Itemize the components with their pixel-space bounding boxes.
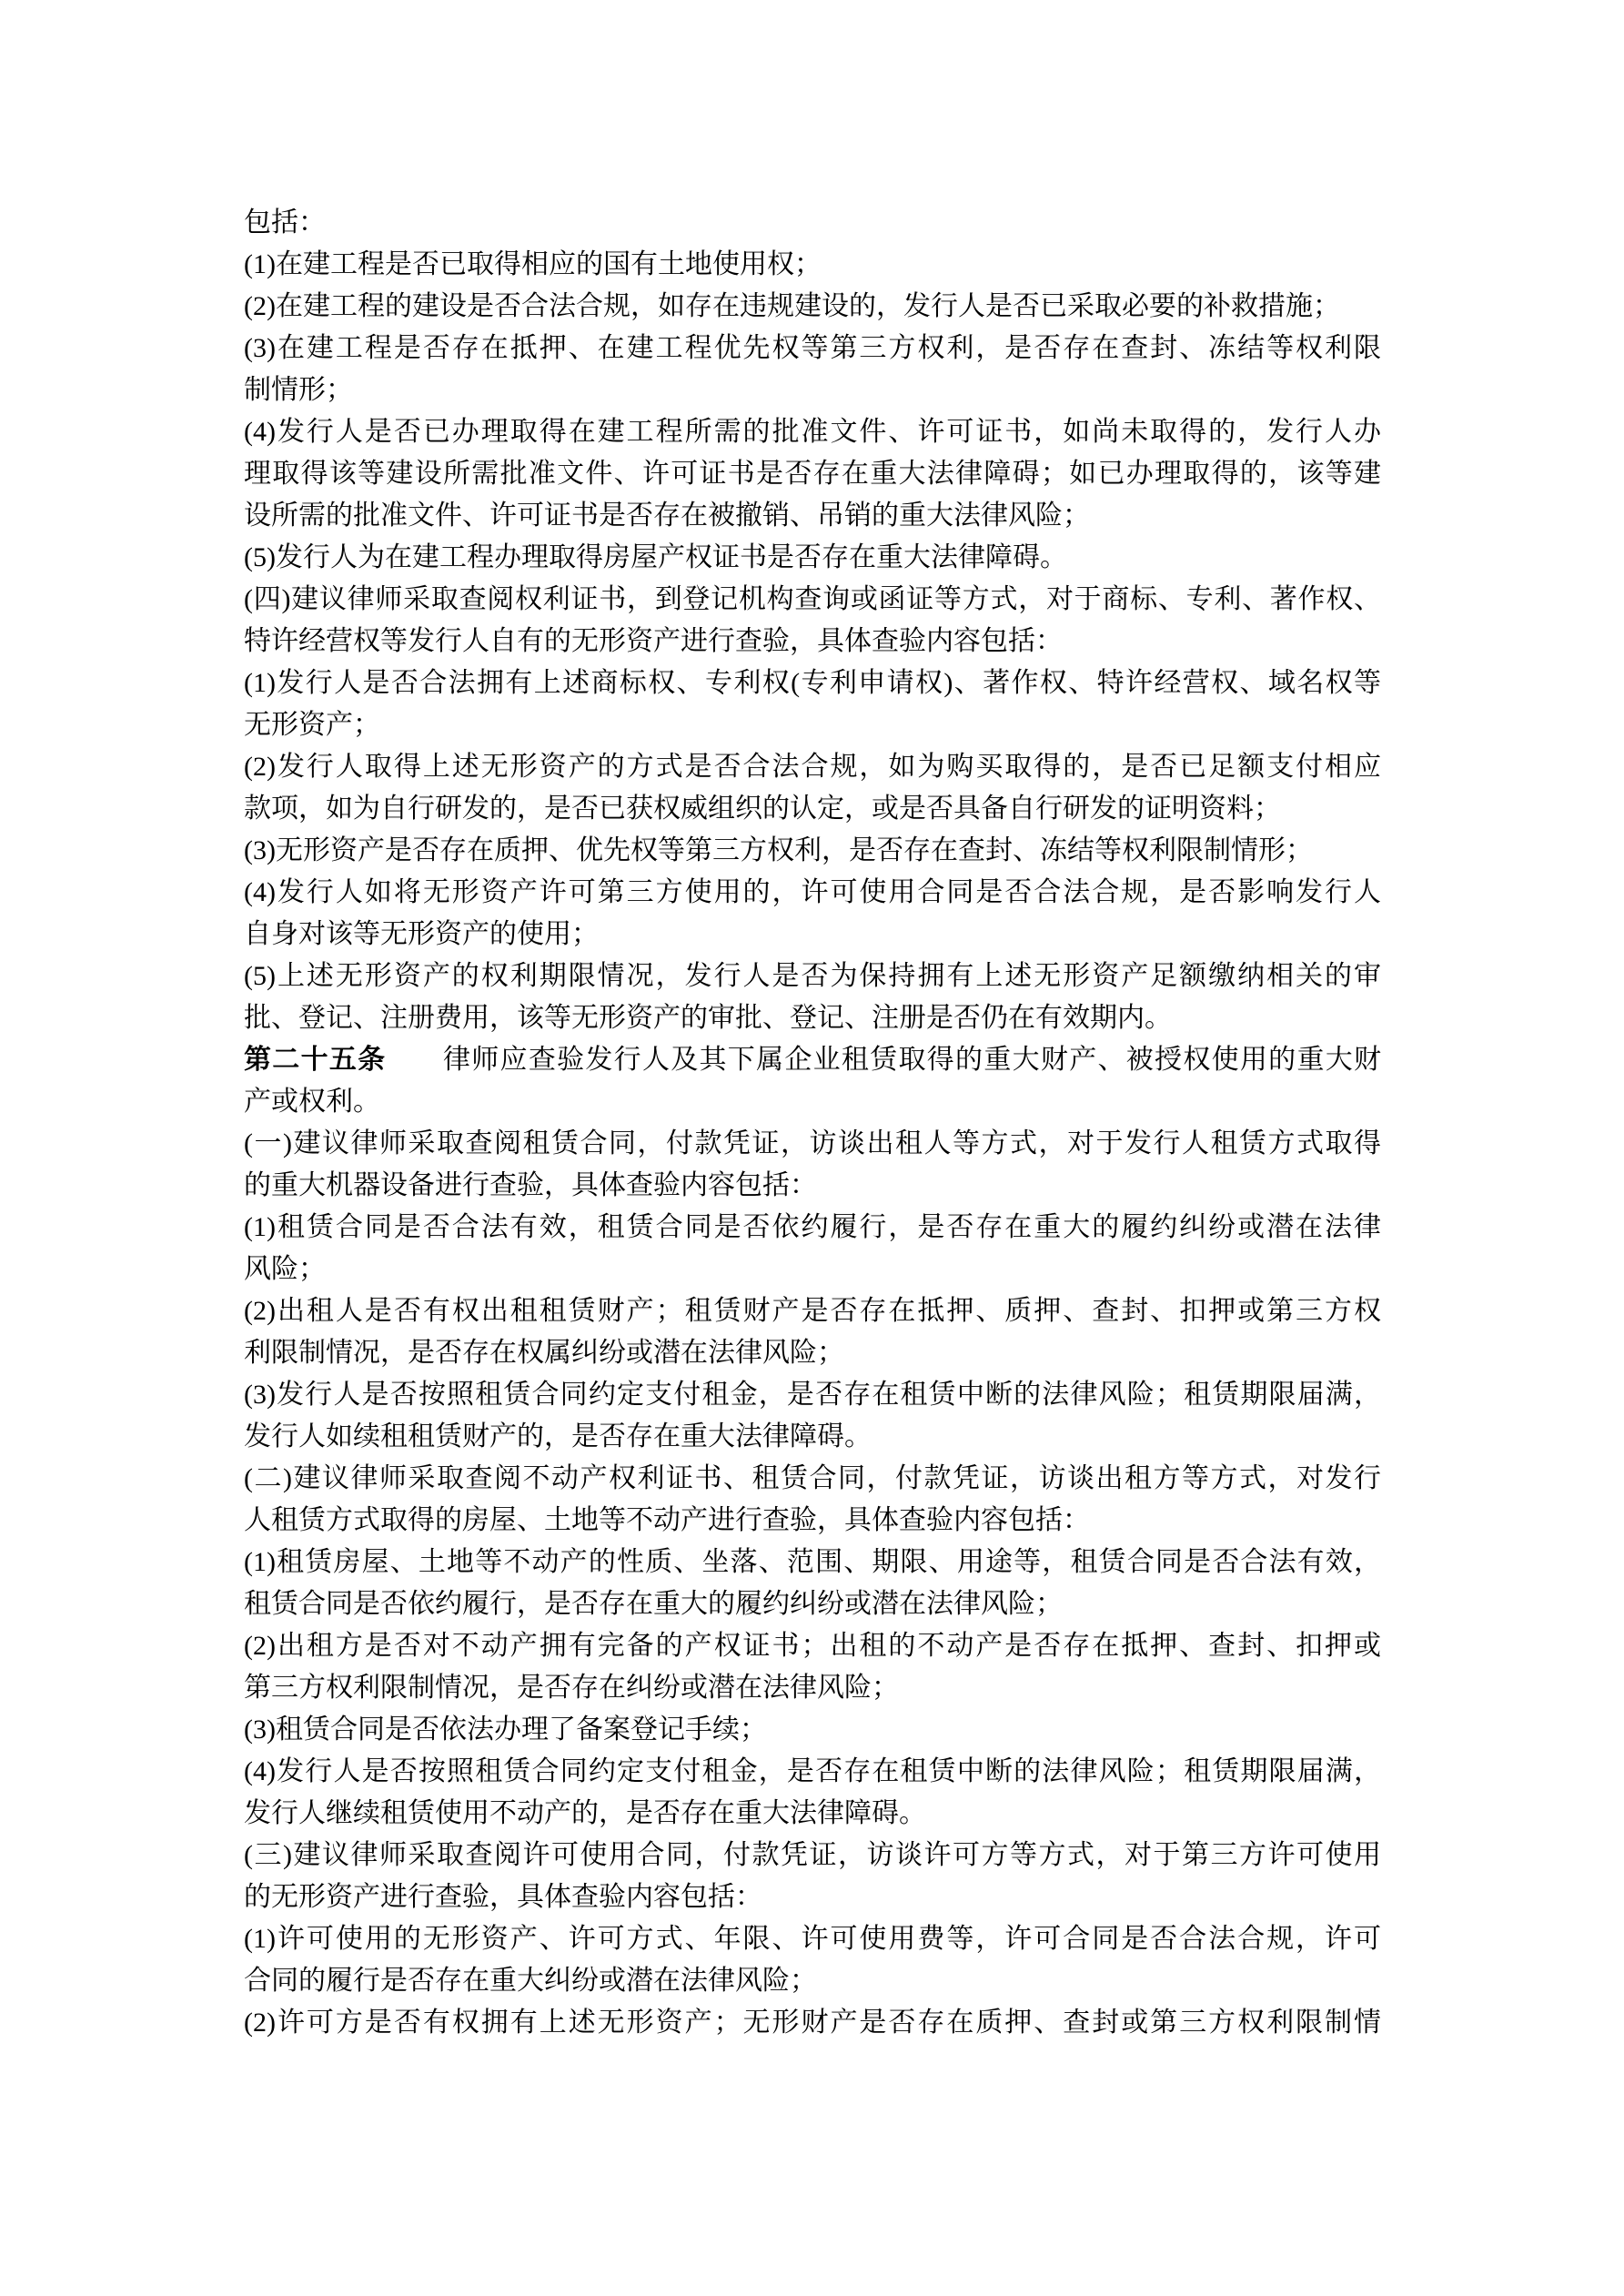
text-run: 批、登记、注册费用，该等无形资产的审批、登记、注册是否仍在有效期内。 bbox=[244, 1003, 1172, 1033]
text-line bbox=[244, 1500, 1381, 1542]
text-run: (1)租赁房屋、土地等不动产的性质、坐落、范围、期限、用途等，租赁合同是否合法有效， bbox=[244, 1547, 1381, 1577]
text-run: (2)在建工程的建设是否合法合规，如存在违规建设的，发行人是否已采取必要的补救措施； bbox=[244, 291, 1340, 321]
text-line bbox=[244, 1583, 1381, 1625]
text-line bbox=[244, 1332, 1381, 1374]
text-run: (3)发行人是否按照租赁合同约定支付租金，是否存在租赁中断的法律风险；租赁期限届满， bbox=[244, 1380, 1381, 1410]
text-line bbox=[244, 1793, 1381, 1835]
text-line bbox=[244, 1751, 1381, 1793]
text-run: 的重大机器设备进行查验，具体查验内容包括： bbox=[244, 1170, 817, 1200]
text-line bbox=[244, 872, 1381, 914]
text-run: 租赁合同是否依约履行，是否存在重大的履约纠纷或潜在法律风险； bbox=[244, 1589, 1063, 1619]
text-run: (1)在建工程是否已取得相应的国有土地使用权； bbox=[244, 249, 822, 279]
text-run: 自身对该等无形资产的使用； bbox=[244, 919, 599, 949]
text-line bbox=[244, 1249, 1381, 1290]
text-line bbox=[244, 1625, 1381, 1667]
text-run: 律师应查验发行人及其下属企业租赁取得的重大财产、被授权使用的重大财 bbox=[386, 1045, 1382, 1075]
text-line bbox=[244, 2002, 1381, 2044]
text-line bbox=[244, 621, 1381, 663]
text-run: (2)发行人取得上述无形资产的方式是否合法合规，如为购买取得的，是否已足额支付相应 bbox=[244, 752, 1381, 782]
text-run: (5)上述无形资产的权利期限情况，发行人是否为保持拥有上述无形资产足额缴纳相关的审 bbox=[244, 961, 1381, 991]
text-run: (3)无形资产是否存在质押、优先权等第三方权利，是否存在查封、冻结等权利限制情形； bbox=[244, 835, 1313, 865]
text-run: (四)建议律师采取查阅权利证书，到登记机构查询或函证等方式，对于商标、专利、著作权、 bbox=[244, 584, 1381, 614]
text-run: 利限制情况，是否存在权属纠纷或潜在法律风险； bbox=[244, 1338, 844, 1368]
text-line bbox=[244, 1416, 1381, 1458]
text-line bbox=[244, 1960, 1381, 2002]
text-line bbox=[244, 1835, 1381, 1876]
text-run: (1)租赁合同是否合法有效，租赁合同是否依约履行，是否存在重大的履约纠纷或潜在法律 bbox=[244, 1212, 1381, 1242]
text-line bbox=[244, 830, 1381, 872]
text-run: 无形资产； bbox=[244, 710, 380, 740]
text-run: (1)许可使用的无形资产、许可方式、年限、许可使用费等，许可合同是否合法合规，许可 bbox=[244, 1924, 1381, 1954]
text-line bbox=[244, 1290, 1381, 1332]
text-line bbox=[244, 1667, 1381, 1709]
text-line bbox=[244, 537, 1381, 579]
text-run: (一)建议律师采取查阅租赁合同，付款凭证，访谈出租人等方式，对于发行人租赁方式取得 bbox=[244, 1128, 1381, 1158]
text-run: 制情形； bbox=[244, 375, 353, 405]
text-line bbox=[244, 1374, 1381, 1416]
text-run: 发行人继续租赁使用不动产的，是否存在重大法律障碍。 bbox=[244, 1798, 926, 1828]
text-run: (4)发行人是否按照租赁合同约定支付租金，是否存在租赁中断的法律风险；租赁期限届满， bbox=[244, 1756, 1381, 1786]
text-run: 特许经营权等发行人自有的无形资产进行查验，具体查验内容包括： bbox=[244, 626, 1063, 656]
text-line bbox=[244, 1542, 1381, 1583]
text-run: 第三方权利限制情况，是否存在纠纷或潜在法律风险； bbox=[244, 1673, 899, 1703]
text-line bbox=[244, 453, 1381, 495]
text-line bbox=[244, 1709, 1381, 1751]
text-run: 理取得该等建设所需批准文件、许可证书是否存在重大法律障碍；如已办理取得的，该等建 bbox=[244, 459, 1381, 489]
document-text bbox=[244, 202, 1381, 2044]
text-run: (二)建议律师采取查阅不动产权利证书、租赁合同，付款凭证，访谈出租方等方式，对发行 bbox=[244, 1463, 1381, 1493]
text-line bbox=[244, 997, 1381, 1039]
text-run: (4)发行人是否已办理取得在建工程所需的批准文件、许可证书，如尚未取得的，发行人办 bbox=[244, 417, 1381, 447]
text-line bbox=[244, 1165, 1381, 1207]
text-line bbox=[244, 1918, 1381, 1960]
text-line bbox=[244, 1081, 1381, 1123]
text-run: 人租赁方式取得的房屋、土地等不动产进行查验，具体查验内容包括： bbox=[244, 1505, 1090, 1535]
text-run: (三)建议律师采取查阅许可使用合同，付款凭证，访谈许可方等方式，对于第三方许可使用 bbox=[244, 1840, 1381, 1870]
text-line bbox=[244, 1876, 1381, 1918]
text-run: 设所需的批准文件、许可证书是否存在被撤销、吊销的重大法律风险； bbox=[244, 501, 1090, 531]
text-run: 发行人如续租租赁财产的，是否存在重大法律障碍。 bbox=[244, 1421, 872, 1451]
text-line bbox=[244, 495, 1381, 537]
text-line bbox=[244, 1039, 1381, 1081]
text-line bbox=[244, 1123, 1381, 1165]
text-run: (2)出租人是否有权出租租赁财产；租赁财产是否存在抵押、质押、查封、扣押或第三方权 bbox=[244, 1296, 1381, 1326]
text-run: (1)发行人是否合法拥有上述商标权、专利权(专利申请权)、著作权、特许经营权、域名权等 bbox=[244, 668, 1381, 698]
text-run: 的无形资产进行查验，具体查验内容包括： bbox=[244, 1882, 762, 1912]
text-run: 风险； bbox=[244, 1254, 326, 1284]
text-line bbox=[244, 746, 1381, 788]
text-line bbox=[244, 244, 1381, 286]
text-run: (3)租赁合同是否依法办理了备案登记手续； bbox=[244, 1714, 767, 1745]
text-run: (4)发行人如将无形资产许可第三方使用的，许可使用合同是否合法合规，是否影响发行人 bbox=[244, 877, 1381, 907]
text-line bbox=[244, 369, 1381, 411]
text-run: 款项，如为自行研发的，是否已获权威组织的认定，或是否具备自行研发的证明资料； bbox=[244, 794, 1281, 824]
text-line bbox=[244, 788, 1381, 830]
text-line bbox=[244, 1207, 1381, 1249]
text-line bbox=[244, 579, 1381, 621]
text-run: (2)许可方是否有权拥有上述无形资产；无形财产是否存在质押、查封或第三方权利限制情 bbox=[244, 2008, 1381, 2038]
text-line bbox=[244, 914, 1381, 956]
text-run: 产或权利。 bbox=[244, 1087, 380, 1117]
text-line bbox=[244, 202, 1381, 244]
text-line bbox=[244, 704, 1381, 746]
text-run: (3)在建工程是否存在抵押、在建工程优先权等第三方权利，是否存在查封、冻结等权利限 bbox=[244, 333, 1381, 363]
text-run: (2)出租方是否对不动产拥有完备的产权证书；出租的不动产是否存在抵押、查封、扣押或 bbox=[244, 1631, 1381, 1661]
text-line bbox=[244, 328, 1381, 369]
text-line bbox=[244, 663, 1381, 704]
text-run: (5)发行人为在建工程办理取得房屋产权证书是否存在重大法律障碍。 bbox=[244, 542, 1067, 572]
text-line bbox=[244, 956, 1381, 997]
article-number-heading: 第二十五条 bbox=[244, 1045, 387, 1075]
text-line bbox=[244, 1458, 1381, 1500]
text-line bbox=[244, 411, 1381, 453]
text-run: 合同的履行是否存在重大纠纷或潜在法律风险； bbox=[244, 1966, 817, 1996]
text-run: 包括： bbox=[244, 207, 326, 238]
text-line bbox=[244, 286, 1381, 328]
